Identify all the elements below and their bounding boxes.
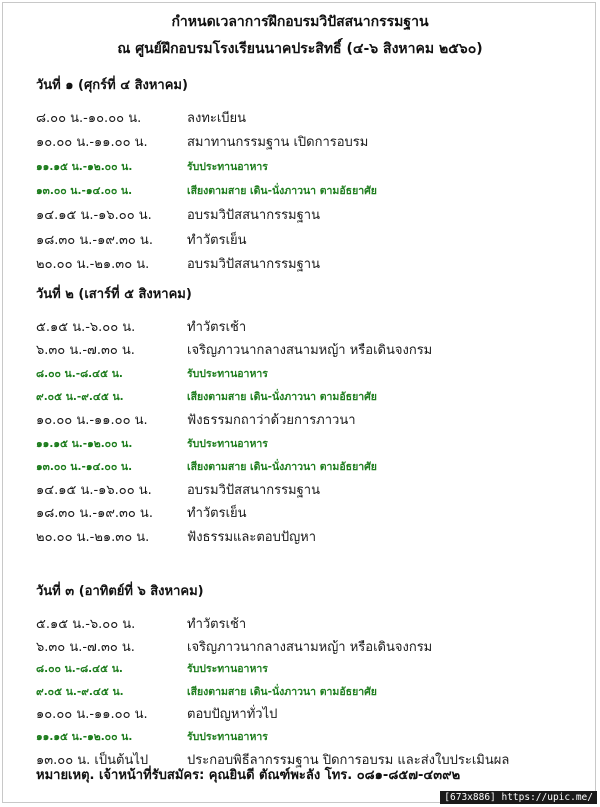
time-range: ๖.๓๐ น.-๗.๓๐ น. <box>36 639 135 655</box>
activity-label: ฟังธรรมและตอบปัญหา <box>187 529 317 545</box>
schedule-row <box>0 229 600 249</box>
activity-label: ทำวัตรเช้า <box>187 320 247 335</box>
activity-label: ฟังธรรมกถาว่าด้วยการภาวนา <box>187 413 356 429</box>
time-range: ๑๘.๓๐ น.-๑๙.๓๐ น. <box>36 232 153 248</box>
schedule-row <box>0 703 600 723</box>
activity-label: เสียงตามสาย เดิน-นั่งภาวนา ตามอัธยาศัย <box>187 184 377 197</box>
time-range: ๕.๑๕ น.-๖.๐๐ น. <box>36 617 136 632</box>
time-range: ๙.๐๕ น.-๙.๔๕ น. <box>36 685 124 698</box>
schedule-subtitle: ณ ศูนย์ฝึกอบรมโรงเรียนนาคประสิทธิ์ (๔-๖ สิงหาคม ๒๕๖๐) <box>117 41 483 57</box>
schedule-row <box>0 182 600 202</box>
schedule-row <box>0 388 600 408</box>
activity-label: เสียงตามสาย เดิน-นั่งภาวนา ตามอัธยาศัย <box>187 685 377 698</box>
activity-label: ทำวัตรเช้า <box>187 617 247 632</box>
time-range: ๒๐.๐๐ น.-๒๑.๓๐ น. <box>36 256 150 272</box>
activity-label: สมาทานกรรมฐาน เปิดการอบรม <box>187 135 369 151</box>
schedule-row <box>0 131 600 151</box>
schedule-row <box>0 316 600 336</box>
schedule-row <box>0 107 600 127</box>
time-range: ๒๐.๐๐ น.-๒๑.๓๐ น. <box>36 529 150 545</box>
activity-label: เจริญภาวนากลางสนามหญ้า หรือเดินจงกรม <box>187 639 433 655</box>
time-range: ๘.๐๐ น.-๘.๔๕ น. <box>36 367 123 380</box>
time-range: ๕.๑๕ น.-๖.๐๐ น. <box>36 320 136 335</box>
time-range: ๑๐.๐๐ น.-๑๑.๐๐ น. <box>36 135 148 151</box>
schedule-row <box>0 253 600 273</box>
schedule-row <box>0 435 600 455</box>
activity-label: รับประทานอาหาร <box>187 731 268 743</box>
activity-label: เสียงตามสาย เดิน-นั่งภาวนา ตามอัธยาศัย <box>187 390 377 403</box>
activity-label: รับประทานอาหาร <box>187 437 268 450</box>
schedule-row <box>0 158 600 178</box>
schedule-row <box>0 502 600 522</box>
time-range: ๑๐.๐๐ น.-๑๑.๐๐ น. <box>36 707 148 723</box>
activity-label: ทำวัตรเย็น <box>187 506 247 522</box>
time-range: ๘.๐๐ น.-๑๐.๐๐ น. <box>36 111 142 126</box>
time-range: ๑๔.๑๕ น.-๑๖.๐๐ น. <box>36 208 152 224</box>
activity-label: ตอบปัญหาทั่วไป <box>187 707 278 723</box>
time-range: ๖.๓๐ น.-๗.๓๐ น. <box>36 343 135 359</box>
day-heading: วันที่ ๑ (ศุกร์ที่ ๔ สิงหาคม) <box>36 78 188 93</box>
day-heading: วันที่ ๒ (เสาร์ที่ ๕ สิงหาคม) <box>36 287 192 302</box>
footer-note: หมายเหตุ. เจ้าหน้าที่รับสมัคร: คุณยินดี ตัณฑ์พะลัง โทร. ๐๘๑-๘๕๗-๔๓๙๒ <box>36 768 461 783</box>
day-heading: วันที่ ๓ (อาทิตย์ที่ ๖ สิงหาคม) <box>36 584 204 599</box>
activity-label: ทำวัตรเย็น <box>187 232 247 248</box>
schedule-row <box>0 683 600 703</box>
time-range: ๑๓.๐๐ น.-๑๔.๐๐ น. <box>36 184 133 197</box>
time-range: ๑๑.๑๕ น.-๑๒.๐๐ น. <box>36 160 133 173</box>
schedule-row <box>0 613 600 633</box>
schedule-row <box>0 204 600 224</box>
time-range: ๑๓.๐๐ น.-๑๔.๐๐ น. <box>36 460 133 473</box>
activity-label: ประกอบพิธีลากรรมฐาน ปิดการอบรม และส่งใบประเมินผล <box>187 752 510 768</box>
activity-label: อบรมวิปัสสนากรรมฐาน <box>187 208 320 224</box>
schedule-row <box>0 339 600 359</box>
schedule-row <box>0 636 600 656</box>
time-range: ๑๓.๐๐ น. เป็นต้นไป <box>36 752 149 768</box>
time-range: ๑๔.๑๕ น.-๑๖.๐๐ น. <box>36 483 152 499</box>
activity-label: รับประทานอาหาร <box>187 160 268 173</box>
time-range: ๑๑.๑๕ น.-๑๒.๐๐ น. <box>36 437 133 450</box>
activity-label: อบรมวิปัสสนากรรมฐาน <box>187 483 320 499</box>
schedule-row <box>0 660 600 680</box>
activity-label: อบรมวิปัสสนากรรมฐาน <box>187 256 320 272</box>
activity-label: รับประทานอาหาร <box>187 367 268 380</box>
schedule-row <box>0 458 600 478</box>
schedule-row <box>0 365 600 385</box>
time-range: ๑๐.๐๐ น.-๑๑.๐๐ น. <box>36 413 148 429</box>
schedule-row <box>0 409 600 429</box>
time-range: ๘.๐๐ น.-๘.๔๕ น. <box>36 663 123 676</box>
time-range: ๑๑.๑๕ น.-๑๒.๐๐ น. <box>36 731 133 743</box>
time-range: ๑๘.๓๐ น.-๑๙.๓๐ น. <box>36 506 153 522</box>
schedule-title: กำหนดเวลาการฝึกอบรมวิปัสสนากรรมฐาน <box>171 14 429 30</box>
schedule-row <box>0 526 600 546</box>
activity-label: รับประทานอาหาร <box>187 663 268 676</box>
activity-label: ลงทะเบียน <box>187 111 247 126</box>
activity-label: เจริญภาวนากลางสนามหญ้า หรือเดินจงกรม <box>187 343 433 359</box>
time-range: ๙.๐๕ น.-๙.๔๕ น. <box>36 390 124 403</box>
activity-label: เสียงตามสาย เดิน-นั่งภาวนา ตามอัธยาศัย <box>187 460 377 473</box>
schedule-row <box>0 728 600 748</box>
schedule-row <box>0 479 600 499</box>
watermark-badge: [673x886] https://upic.me/ <box>440 791 597 804</box>
